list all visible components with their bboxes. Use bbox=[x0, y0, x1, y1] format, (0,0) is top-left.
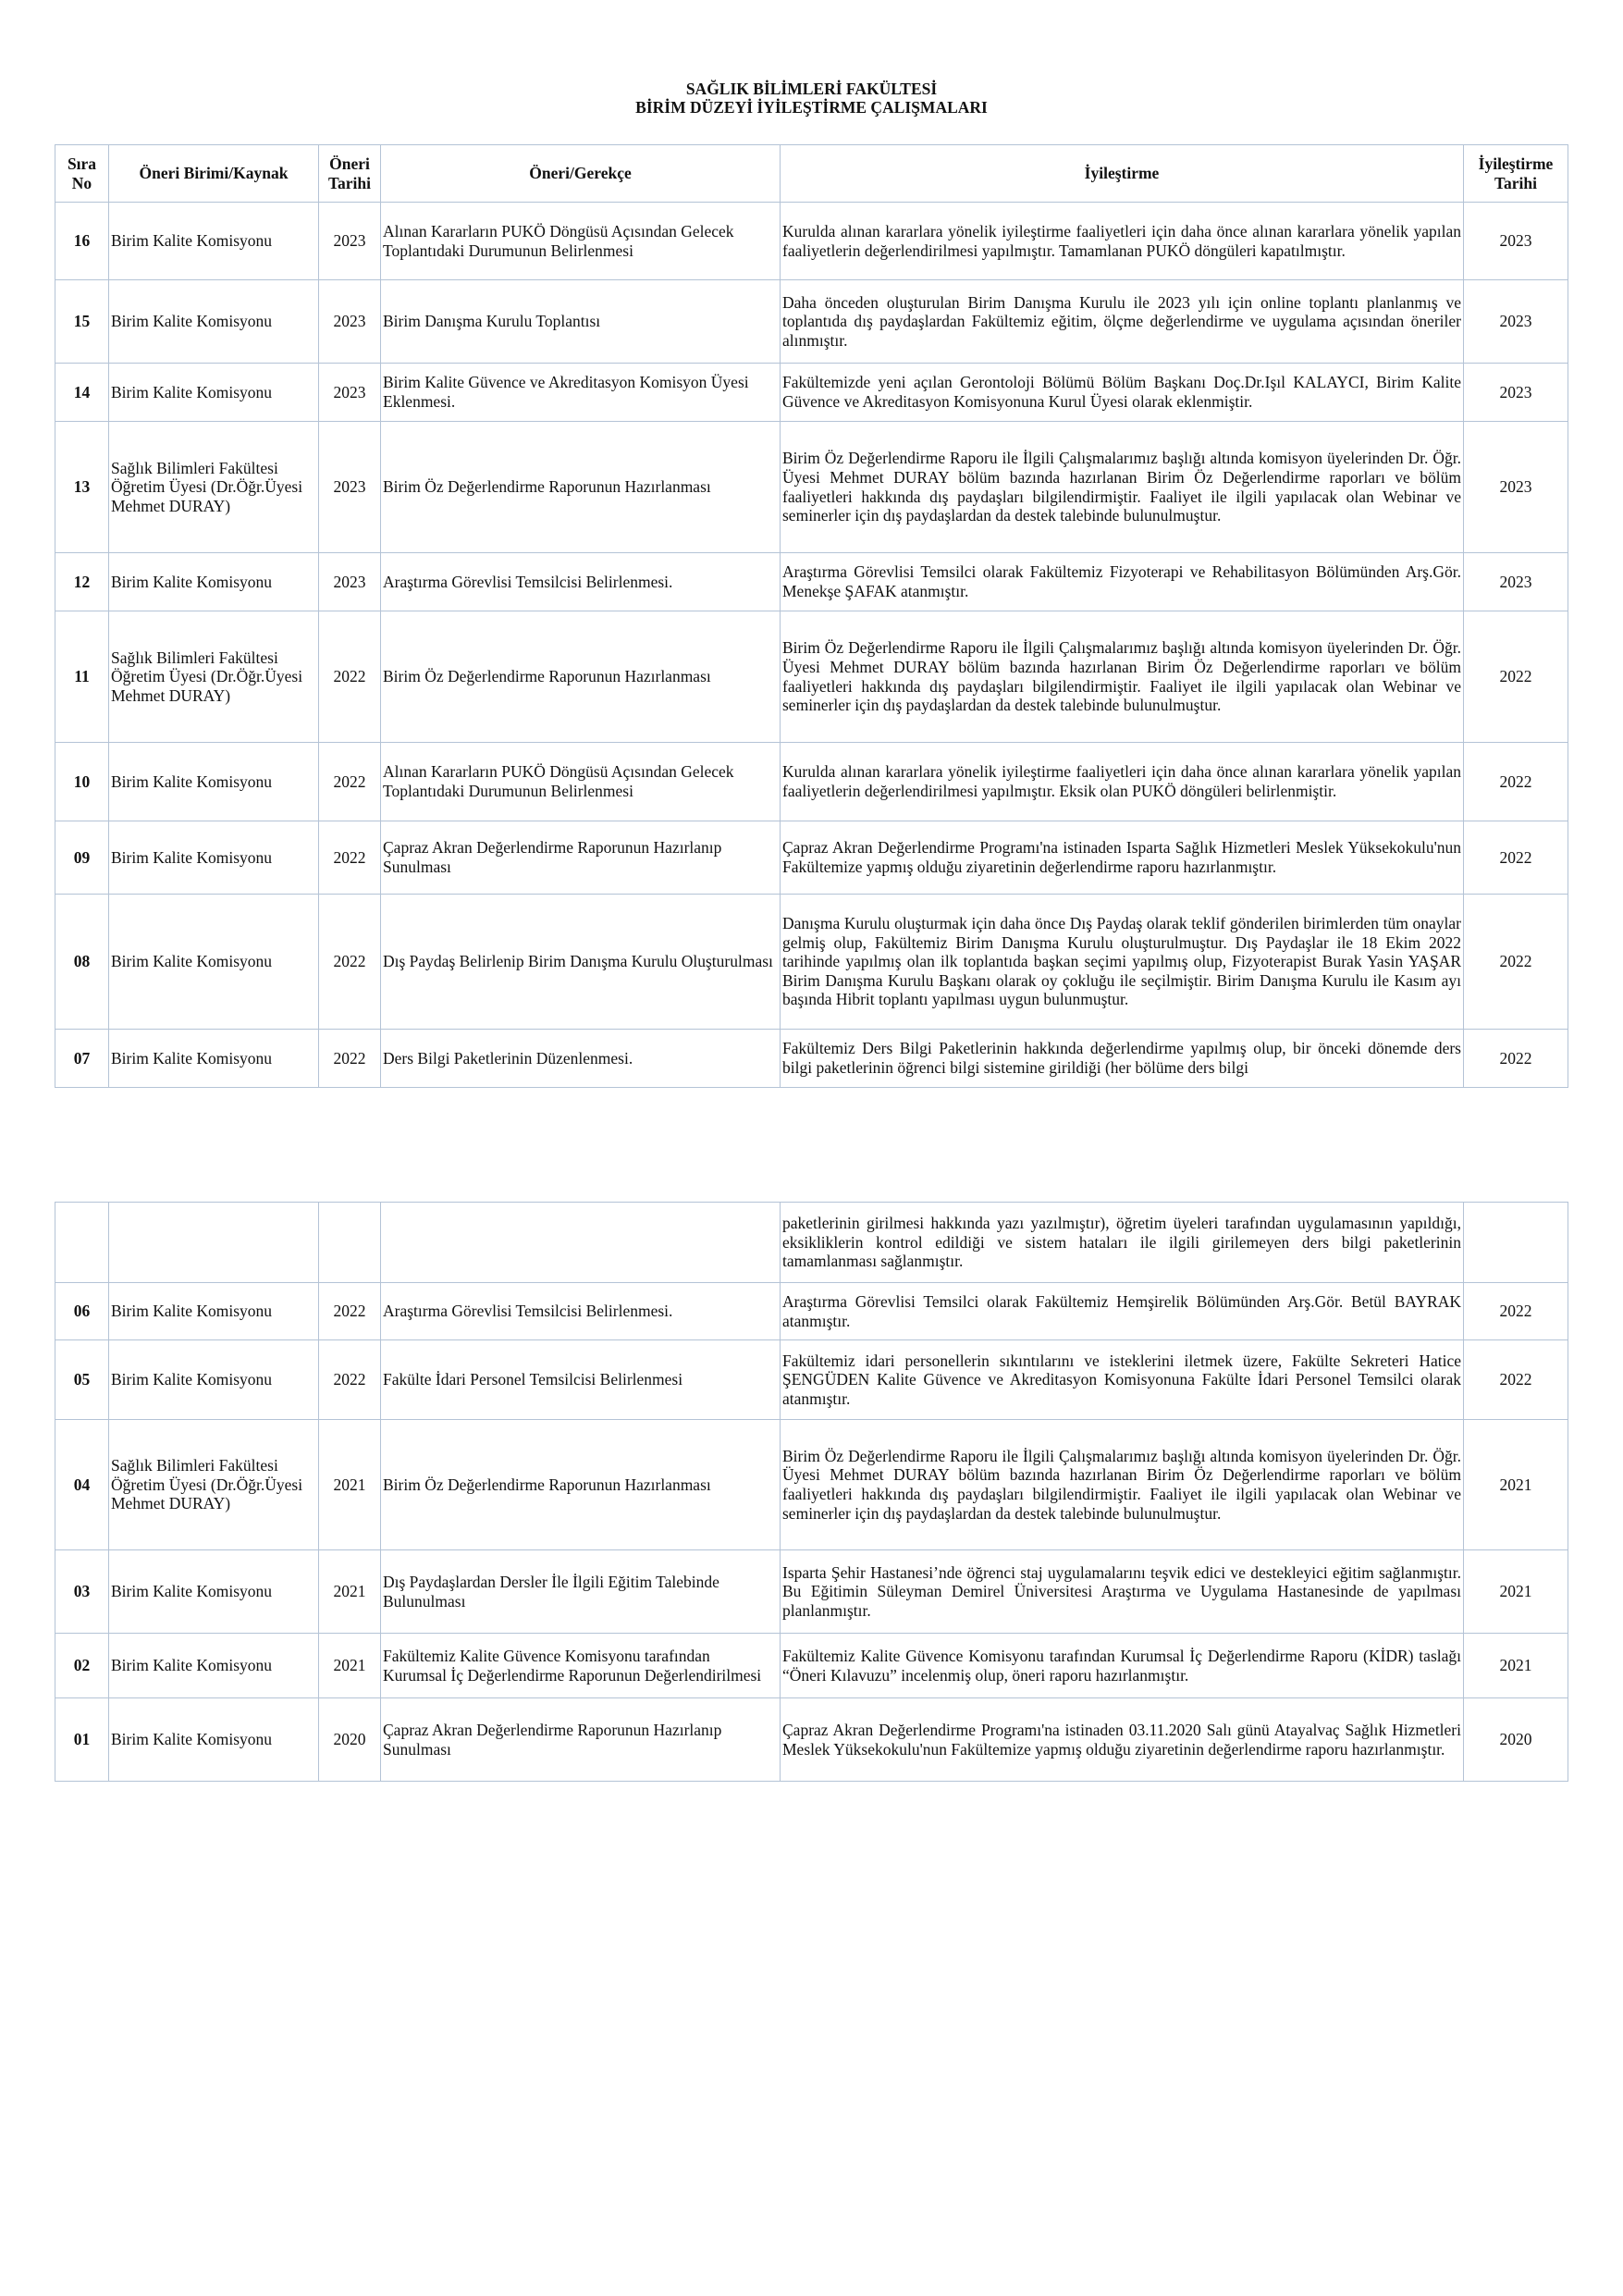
table-row bbox=[55, 1283, 1568, 1340]
header-iyilestirme: İyileştirme bbox=[781, 145, 1464, 203]
oneri-tarihi-cell: 2023 bbox=[319, 364, 381, 422]
document-title: SAĞLIK BİLİMLERİ FAKÜLTESİ bbox=[685, 80, 938, 98]
row-number: 15 bbox=[55, 280, 109, 364]
row-number: 11 bbox=[55, 611, 109, 743]
oneri-birimi-cell: Sağlık Bilimleri Fakültesi Öğretim Üyesi (Dr.Öğr.Üyesi Mehmet DURAY) bbox=[109, 422, 319, 553]
oneri-tarihi-cell: 2023 bbox=[319, 553, 381, 611]
iyilestirme-tarihi-cell: 2023 bbox=[1464, 364, 1568, 422]
table-row bbox=[55, 1340, 1568, 1420]
iyilestirme-cell: Çapraz Akran Değerlendirme Programı'na istinaden 03.11.2020 Salı günü Atayalvaç Sağlık Hizmetleri Meslek Yüksekokulu'nun Fakültemize yapmış olduğu ziyaretinin değerlendirme raporu hazırlanmıştır. bbox=[781, 1698, 1464, 1782]
table-row bbox=[55, 1550, 1568, 1634]
table-row bbox=[55, 1634, 1568, 1698]
row-number: 09 bbox=[55, 821, 109, 895]
row-number: 06 bbox=[55, 1283, 109, 1340]
row-number: 05 bbox=[55, 1340, 109, 1420]
iyilestirme-tarihi-cell: 2022 bbox=[1464, 743, 1568, 821]
oneri-birimi-cell: Birim Kalite Komisyonu bbox=[109, 553, 319, 611]
oneri-tarihi-cell: 2022 bbox=[319, 895, 381, 1030]
table-row bbox=[55, 203, 1568, 280]
oneri-birimi-cell: Birim Kalite Komisyonu bbox=[109, 821, 319, 895]
improvement-table-page-2 bbox=[55, 1202, 1568, 1782]
oneri-birimi-cell: Birim Kalite Komisyonu bbox=[109, 1030, 319, 1088]
oneri-birimi-cell: Birim Kalite Komisyonu bbox=[109, 1340, 319, 1420]
oneri-tarihi-cell: 2022 bbox=[319, 611, 381, 743]
oneri-gerekce-cell: Fakülte İdari Personel Temsilcisi Belirlenmesi bbox=[381, 1340, 781, 1420]
oneri-tarihi-cell: 2020 bbox=[319, 1698, 381, 1782]
iyilestirme-cell: paketlerinin girilmesi hakkında yazı yazılmıştır), öğretim üyeleri tarafından uygulamasının yapıldığı, eksikliklerin kontrol edildiği ve sistem hataları ile ilgili girilemeyen ders bilgi paketlerinin tamamlanması sağlanmıştır. bbox=[781, 1203, 1464, 1283]
oneri-birimi-cell: Birim Kalite Komisyonu bbox=[109, 1698, 319, 1782]
oneri-gerekce-cell: Dış Paydaşlardan Dersler İle İlgili Eğitim Talebinde Bulunulması bbox=[381, 1550, 781, 1634]
iyilestirme-tarihi-cell: 2023 bbox=[1464, 203, 1568, 280]
document-subtitle: BİRİM DÜZEYİ İYİLEŞTİRME ÇALIŞMALARI bbox=[635, 98, 988, 117]
iyilestirme-tarihi-cell: 2022 bbox=[1464, 895, 1568, 1030]
header-oneri-birimi: Öneri Birimi/Kaynak bbox=[109, 145, 319, 203]
oneri-gerekce-cell bbox=[381, 1203, 781, 1283]
oneri-tarihi-cell: 2023 bbox=[319, 422, 381, 553]
oneri-tarihi-cell: 2022 bbox=[319, 1283, 381, 1340]
iyilestirme-tarihi-cell bbox=[1464, 1203, 1568, 1283]
improvement-table-page-1 bbox=[55, 144, 1568, 1088]
row-number: 01 bbox=[55, 1698, 109, 1782]
oneri-tarihi-cell: 2022 bbox=[319, 1030, 381, 1088]
row-number: 04 bbox=[55, 1420, 109, 1550]
iyilestirme-tarihi-cell: 2022 bbox=[1464, 1283, 1568, 1340]
oneri-gerekce-cell: Fakültemiz Kalite Güvence Komisyonu tarafından Kurumsal İç Değerlendirme Raporunun Değerlendirilmesi bbox=[381, 1634, 781, 1698]
iyilestirme-cell: Fakültemiz Ders Bilgi Paketlerinin hakkında değerlendirme yapılmış olup, bir önceki dönemde ders bilgi paketlerinin öğrenci bilgi sistemine girildiği (her bölüme ders bilgi bbox=[781, 1030, 1464, 1088]
oneri-birimi-cell: Birim Kalite Komisyonu bbox=[109, 895, 319, 1030]
table-row bbox=[55, 1030, 1568, 1088]
table-row bbox=[55, 821, 1568, 895]
header-sira-no: Sıra No bbox=[55, 145, 109, 203]
oneri-tarihi-cell: 2021 bbox=[319, 1420, 381, 1550]
oneri-gerekce-cell: Araştırma Görevlisi Temsilcisi Belirlenmesi. bbox=[381, 553, 781, 611]
oneri-birimi-cell: Birim Kalite Komisyonu bbox=[109, 203, 319, 280]
iyilestirme-cell: Kurulda alınan kararlara yönelik iyileştirme faaliyetleri için daha önce alınan kararlara yönelik yapılan faaliyetlerin değerlendirilmesi yapılmıştır. Tamamlanan PUKÖ döngüleri kapatılmıştır. bbox=[781, 203, 1464, 280]
iyilestirme-tarihi-cell: 2022 bbox=[1464, 1340, 1568, 1420]
row-number: 13 bbox=[55, 422, 109, 553]
iyilestirme-cell: Isparta Şehir Hastanesi’nde öğrenci staj uygulamalarını teşvik edici ve destekleyici eğitim sağlanmıştır. Bu Eğitimin Süleyman Demirel Üniversitesi Araştırma ve Uygulama Hastanesinde de yapılması planlanmıştır. bbox=[781, 1550, 1464, 1634]
iyilestirme-cell: Danışma Kurulu oluşturmak için daha önce Dış Paydaş olarak teklif gönderilen birimlerden tüm onaylar gelmiş olup, Fakültemiz Birim Danışma Kurulu oluşturulmuştur. Dış Paydaşlar ile 18 Ekim 2022 tarihinde yapılmış olan ilk toplantıda başkan seçimi yapılmış olup, Fizyoterapist Burak Yasin YAŞAR Birim Danışma Kurulu Başkanı olarak oy çokluğu ile seçilmiştir. Birim Danışma Kurulu ile Kasım ayı başında Hibrit toplantı yapılması uygun bulunmuştur. bbox=[781, 895, 1464, 1030]
iyilestirme-tarihi-cell: 2020 bbox=[1464, 1698, 1568, 1782]
iyilestirme-cell: Araştırma Görevlisi Temsilci olarak Fakültemiz Fizyoterapi ve Rehabilitasyon Bölümünden Arş.Gör. Menekşe ŞAFAK atanmıştır. bbox=[781, 553, 1464, 611]
oneri-gerekce-cell: Birim Öz Değerlendirme Raporunun Hazırlanması bbox=[381, 422, 781, 553]
oneri-gerekce-cell: Birim Öz Değerlendirme Raporunun Hazırlanması bbox=[381, 1420, 781, 1550]
iyilestirme-cell: Fakültemizde yeni açılan Gerontoloji Bölümü Bölüm Başkanı Doç.Dr.Işıl KALAYCI, Birim Kalite Güvence ve Akreditasyon Komisyonuna Kurul Üyesi olarak eklenmiştir. bbox=[781, 364, 1464, 422]
oneri-birimi-cell: Birim Kalite Komisyonu bbox=[109, 743, 319, 821]
iyilestirme-cell: Birim Öz Değerlendirme Raporu ile İlgili Çalışmalarımız başlığı altında komisyon üyelerinden Dr. Öğr. Üyesi Mehmet DURAY bölüm bazında hazırlanan Birim Öz Değerlendirme raporları ve bölüm faaliyetleri hakkında dış paydaşları bilgilendirmiştir. Faaliyet ile ilgili yapılacak olan Webinar ve seminerler için dış paydaşlardan da destek talebinde bulunulmuştur. bbox=[781, 1420, 1464, 1550]
table-row bbox=[55, 422, 1568, 553]
iyilestirme-tarihi-cell: 2021 bbox=[1464, 1550, 1568, 1634]
iyilestirme-cell: Fakültemiz idari personellerin sıkıntılarını ve isteklerini iletmek üzere, Fakülte Sekreteri Hatice ŞENGÜDEN Kalite Güvence ve Akreditasyon Komisyonuna Fakülte İdari Personel Temsilci olarak atanmıştır. bbox=[781, 1340, 1464, 1420]
iyilestirme-tarihi-cell: 2022 bbox=[1464, 1030, 1568, 1088]
header-oneri-gerekce: Öneri/Gerekçe bbox=[381, 145, 781, 203]
iyilestirme-tarihi-cell: 2023 bbox=[1464, 422, 1568, 553]
row-number: 12 bbox=[55, 553, 109, 611]
oneri-birimi-cell bbox=[109, 1203, 319, 1283]
oneri-birimi-cell: Sağlık Bilimleri Fakültesi Öğretim Üyesi (Dr.Öğr.Üyesi Mehmet DURAY) bbox=[109, 611, 319, 743]
row-number: 07 bbox=[55, 1030, 109, 1088]
oneri-tarihi-cell bbox=[319, 1203, 381, 1283]
iyilestirme-tarihi-cell: 2021 bbox=[1464, 1420, 1568, 1550]
oneri-tarihi-cell: 2021 bbox=[319, 1550, 381, 1634]
iyilestirme-tarihi-cell: 2022 bbox=[1464, 821, 1568, 895]
oneri-gerekce-cell: Araştırma Görevlisi Temsilcisi Belirlenmesi. bbox=[381, 1283, 781, 1340]
iyilestirme-cell: Fakültemiz Kalite Güvence Komisyonu tarafından Kurumsal İç Değerlendirme Raporu (KİDR) taslağı “Öneri Kılavuzu” incelenmiş olup, öneri raporu hazırlanmıştır. bbox=[781, 1634, 1464, 1698]
iyilestirme-tarihi-cell: 2022 bbox=[1464, 611, 1568, 743]
iyilestirme-tarihi-cell: 2021 bbox=[1464, 1634, 1568, 1698]
table-row bbox=[55, 1698, 1568, 1782]
iyilestirme-cell: Çapraz Akran Değerlendirme Programı'na istinaden Isparta Sağlık Hizmetleri Meslek Yüksekokulu'nun Fakültemize yapmış olduğu ziyaretinin değerlendirme raporu hazırlanmıştır. bbox=[781, 821, 1464, 895]
oneri-birimi-cell: Birim Kalite Komisyonu bbox=[109, 364, 319, 422]
row-number: 02 bbox=[55, 1634, 109, 1698]
row-number: 08 bbox=[55, 895, 109, 1030]
oneri-birimi-cell: Birim Kalite Komisyonu bbox=[109, 1550, 319, 1634]
table-row bbox=[55, 553, 1568, 611]
oneri-birimi-cell: Birim Kalite Komisyonu bbox=[109, 280, 319, 364]
oneri-birimi-cell: Sağlık Bilimleri Fakültesi Öğretim Üyesi (Dr.Öğr.Üyesi Mehmet DURAY) bbox=[109, 1420, 319, 1550]
table-row bbox=[55, 611, 1568, 743]
row-number: 14 bbox=[55, 364, 109, 422]
oneri-birimi-cell: Birim Kalite Komisyonu bbox=[109, 1283, 319, 1340]
row-number bbox=[55, 1203, 109, 1283]
table-row bbox=[55, 1203, 1568, 1283]
iyilestirme-cell: Birim Öz Değerlendirme Raporu ile İlgili Çalışmalarımız başlığı altında komisyon üyelerinden Dr. Öğr. Üyesi Mehmet DURAY bölüm bazında hazırlanan Birim Öz Değerlendirme raporları ve bölüm faaliyetleri hakkında dış paydaşları bilgilendirmiştir. Faaliyet ile ilgili yapılacak olan Webinar ve seminerler için dış paydaşlardan da destek talebinde bulunulmuştur. bbox=[781, 422, 1464, 553]
iyilestirme-cell: Kurulda alınan kararlara yönelik iyileştirme faaliyetleri için daha önce alınan kararlara yönelik yapılan faaliyetlerin değerlendirilmesi yapılmıştır. Eksik olan PUKÖ döngüleri belirlenmiştir. bbox=[781, 743, 1464, 821]
oneri-tarihi-cell: 2022 bbox=[319, 1340, 381, 1420]
iyilestirme-tarihi-cell: 2023 bbox=[1464, 280, 1568, 364]
oneri-gerekce-cell: Birim Kalite Güvence ve Akreditasyon Komisyon Üyesi Eklenmesi. bbox=[381, 364, 781, 422]
oneri-gerekce-cell: Alınan Kararların PUKÖ Döngüsü Açısından Gelecek Toplantıdaki Durumunun Belirlenmesi bbox=[381, 743, 781, 821]
oneri-gerekce-cell: Dış Paydaş Belirlenip Birim Danışma Kurulu Oluşturulması bbox=[381, 895, 781, 1030]
table-header-row bbox=[55, 145, 1568, 203]
row-number: 16 bbox=[55, 203, 109, 280]
oneri-tarihi-cell: 2022 bbox=[319, 821, 381, 895]
oneri-gerekce-cell: Çapraz Akran Değerlendirme Raporunun Hazırlanıp Sunulması bbox=[381, 1698, 781, 1782]
oneri-tarihi-cell: 2023 bbox=[319, 280, 381, 364]
table-row bbox=[55, 743, 1568, 821]
oneri-gerekce-cell: Çapraz Akran Değerlendirme Raporunun Hazırlanıp Sunulması bbox=[381, 821, 781, 895]
oneri-tarihi-cell: 2021 bbox=[319, 1634, 381, 1698]
iyilestirme-tarihi-cell: 2023 bbox=[1464, 553, 1568, 611]
table-row bbox=[55, 1420, 1568, 1550]
header-iyilestirme-tarihi: İyileştirme Tarihi bbox=[1464, 145, 1568, 203]
oneri-gerekce-cell: Birim Danışma Kurulu Toplantısı bbox=[381, 280, 781, 364]
iyilestirme-cell: Birim Öz Değerlendirme Raporu ile İlgili Çalışmalarımız başlığı altında komisyon üyelerinden Dr. Öğr. Üyesi Mehmet DURAY bölüm bazında hazırlanan Birim Öz Değerlendirme raporları ve bölüm faaliyetleri hakkında dış paydaşları bilgilendirmiştir. Faaliyet ile ilgili yapılacak olan Webinar ve seminerler için dış paydaşlardan da destek talebinde bulunulmuştur. bbox=[781, 611, 1464, 743]
table-row bbox=[55, 364, 1568, 422]
oneri-birimi-cell: Birim Kalite Komisyonu bbox=[109, 1634, 319, 1698]
oneri-gerekce-cell: Birim Öz Değerlendirme Raporunun Hazırlanması bbox=[381, 611, 781, 743]
iyilestirme-cell: Daha önceden oluşturulan Birim Danışma Kurulu ile 2023 yılı için online toplantı planlanmış ve toplantıda dış paydaşlardan Fakültemiz eğitim, ölçme değerlendirme ve uygulama açısından öneriler alınmıştır. bbox=[781, 280, 1464, 364]
oneri-gerekce-cell: Ders Bilgi Paketlerinin Düzenlenmesi. bbox=[381, 1030, 781, 1088]
table-row bbox=[55, 895, 1568, 1030]
iyilestirme-cell: Araştırma Görevlisi Temsilci olarak Fakültemiz Hemşirelik Bölümünden Arş.Gör. Betül BAYRAK atanmıştır. bbox=[781, 1283, 1464, 1340]
row-number: 03 bbox=[55, 1550, 109, 1634]
table-row bbox=[55, 280, 1568, 364]
row-number: 10 bbox=[55, 743, 109, 821]
oneri-gerekce-cell: Alınan Kararların PUKÖ Döngüsü Açısından Gelecek Toplantıdaki Durumunun Belirlenmesi bbox=[381, 203, 781, 280]
oneri-tarihi-cell: 2022 bbox=[319, 743, 381, 821]
header-oneri-tarihi: Öneri Tarihi bbox=[319, 145, 381, 203]
oneri-tarihi-cell: 2023 bbox=[319, 203, 381, 280]
